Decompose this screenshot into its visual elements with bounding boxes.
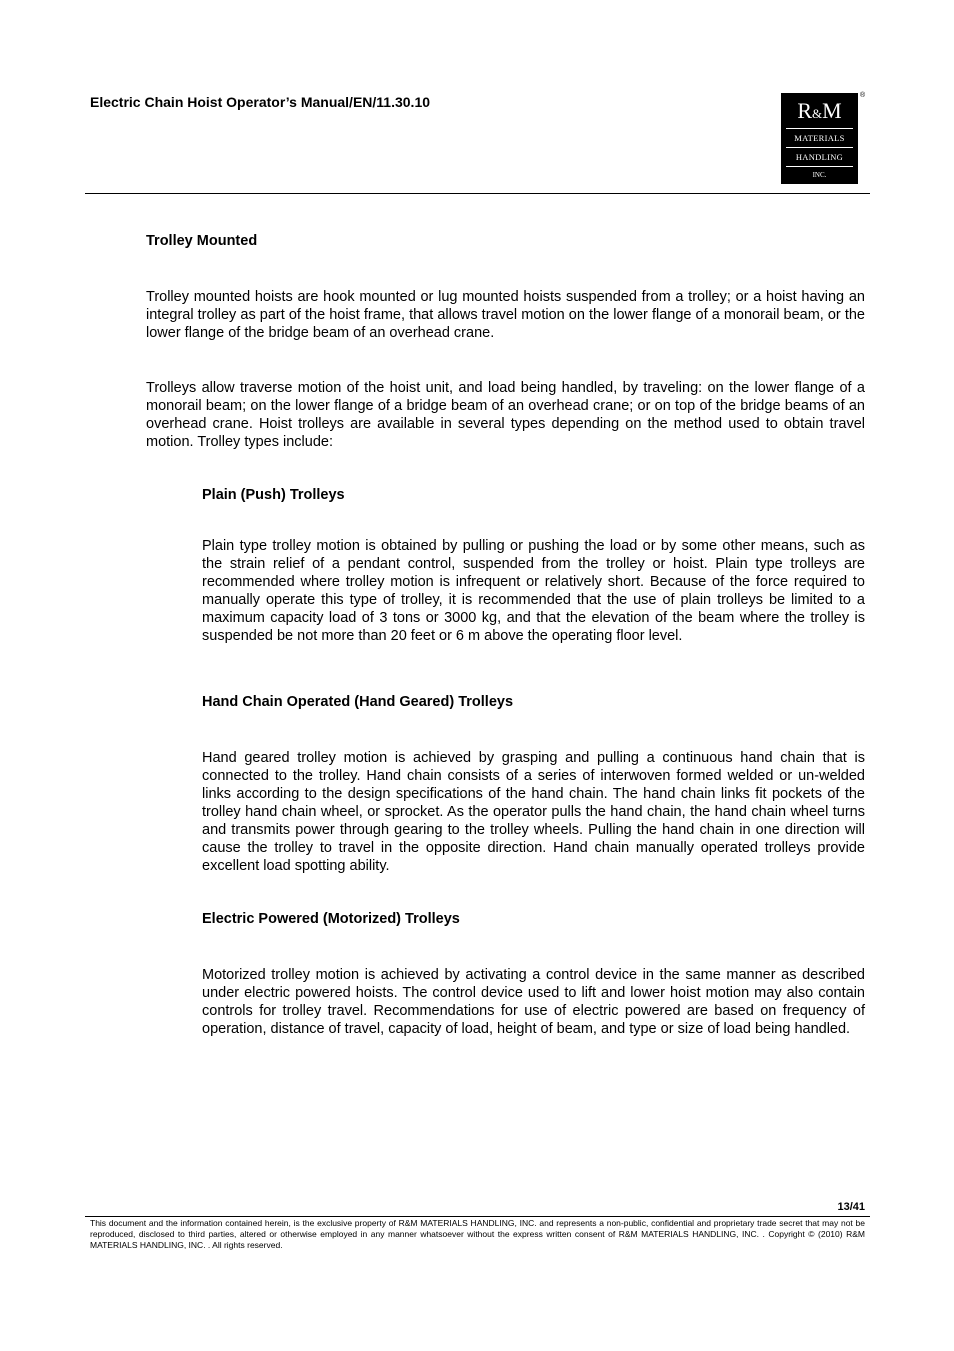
logo-line-inc: INC. <box>812 171 827 179</box>
heading-plain-trolleys: Plain (Push) Trolleys <box>202 487 345 503</box>
heading-electric-trolleys: Electric Powered (Motorized) Trolleys <box>202 911 460 927</box>
page-number: 13/41 <box>837 1201 865 1213</box>
footer-legal-text: This document and the information contained herein, is the exclusive property of R&M MATERIALS HANDLING, INC. and represents a non-public, confidential and proprietary trade secret that may not be reproduced, disclosed to third parties, altered or otherwise employed in any manner whatsoever without the express written consent of R&M MATERIALS HANDLING, INC. . Copyright © (2010) R&M MATERIALS HANDLING, INC. . All rights reserved. <box>90 1218 865 1250</box>
logo-brand: R&M <box>797 98 842 123</box>
logo-divider <box>786 166 853 167</box>
heading-trolley-mounted: Trolley Mounted <box>146 233 258 249</box>
paragraph-trolley-mounted-1: Trolley mounted hoists are hook mounted or lug mounted hoists suspended from a trolley; or a hoist having an integral trolley as part of the hoist frame, that allows travel motion on the lower flange of a monorail beam, or the lower flange of the bridge beam of an overhead crane. <box>146 289 865 341</box>
logo-divider <box>786 128 853 129</box>
paragraph-plain-trolleys: Plain type trolley motion is obtained by pulling or pushing the load or by some other means, such as the strain relief of a pendant control, suspended from the trolley or hoist. Plain type trolleys are recommended where trolley motion is infrequent or relatively short. Because of the force required to manually operate this type of trolley, it is recommended that the use of plain trolleys be limited to a maximum capacity load of 3 tons or 3000 kg, and that the elevation of the beam where the trolley is suspended be not more than 20 feet or 6 m above the operating floor level. <box>202 538 865 644</box>
paragraph-hand-chain-trolleys: Hand geared trolley motion is achieved by grasping and pulling a continuous hand chain that is connected to the trolley. Hand chain consists of a series of interwoven formed welded or un-welded links according to the design specifications of the hand chain. The hand chain links fit pockets of the trolley hand chain wheel, or sprocket. As the operator pulls the hand chain, the hand chain wheel turns and transmits power through gearing to the trolley wheels. Pulling the hand chain in one direction will cause the trolley to travel in the opposite direction. Hand chain manually operated trolleys provide excellent load spotting ability. <box>202 750 865 874</box>
footer-divider <box>85 1216 870 1217</box>
paragraph-trolley-mounted-2: Trolleys allow traverse motion of the hoist unit, and load being handled, by traveling: on the lower flange of a monorail beam; on the lower flange of a bridge beam of an overhead crane; or on top of the bridge beams of an overhead crane. Hoist trolleys are available in several types depending on the method used to obtain travel motion. Trolley types include: <box>146 380 865 450</box>
logo-divider <box>786 147 853 148</box>
paragraph-electric-trolleys: Motorized trolley motion is achieved by activating a control device in the same manner as described under electric powered hoists. The control device used to lift and lower hoist motion may also contain controls for trolley travel. Recommendations for use of electric powered are based on frequency of operation, distance of travel, capacity of load, height of beam, and type or size of load being handled. <box>202 967 865 1037</box>
header-divider <box>85 193 870 194</box>
logo-line-handling: HANDLING <box>795 152 844 162</box>
company-logo <box>781 93 858 184</box>
header-title: Electric Chain Hoist Operator’s Manual/EN/11.30.10 <box>90 94 431 110</box>
registered-mark: ® <box>860 92 866 99</box>
heading-hand-chain-trolleys: Hand Chain Operated (Hand Geared) Trolleys <box>202 694 514 710</box>
logo-line-materials: MATERIALS <box>794 133 845 143</box>
